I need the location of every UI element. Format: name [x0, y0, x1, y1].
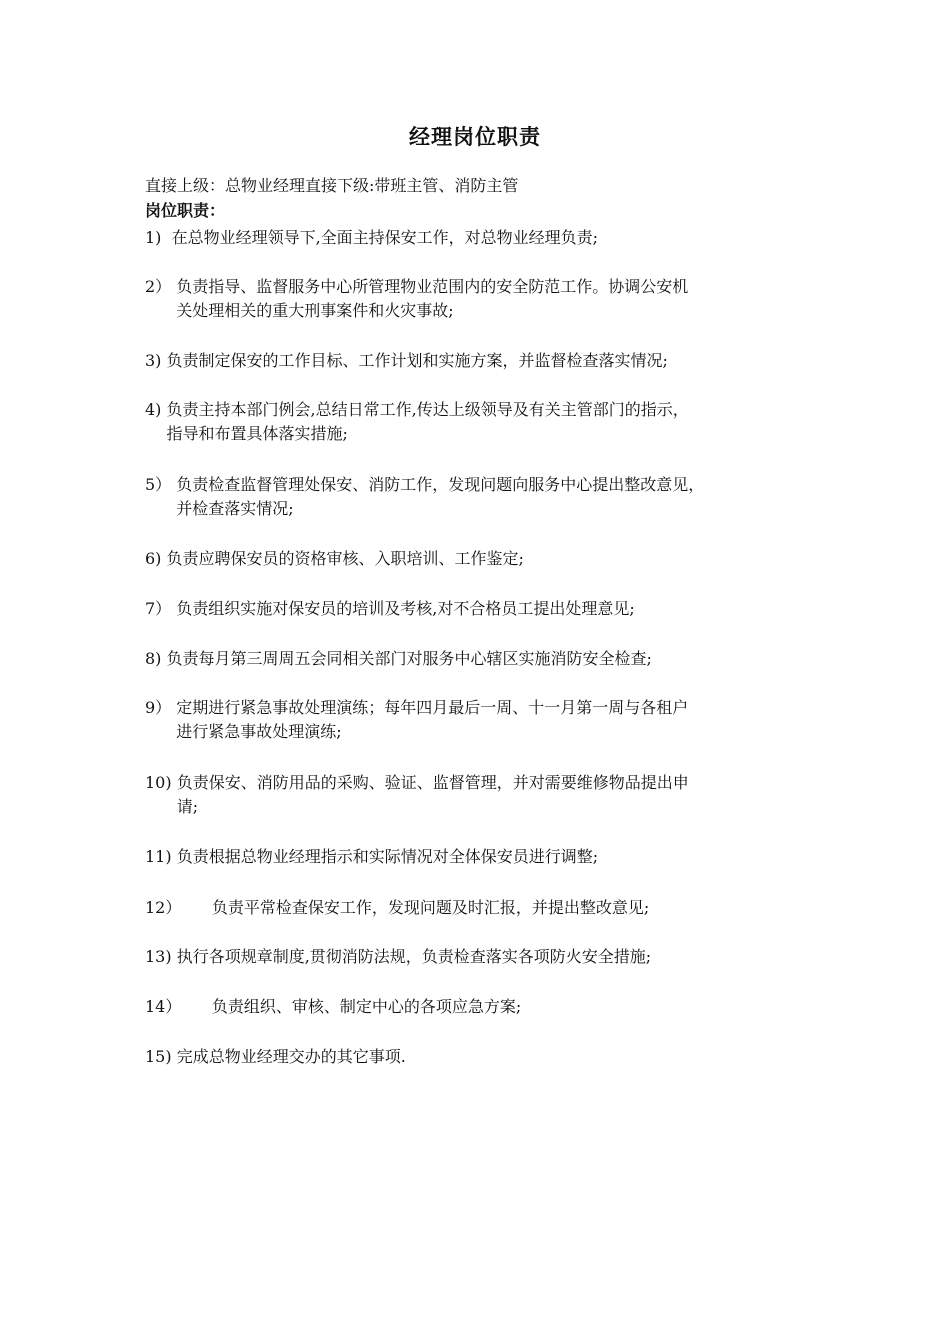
duty-number: 15): [145, 1047, 177, 1066]
duty-item-4: [145, 398, 825, 446]
duty-line: 进行紧急事故处理演练;: [176, 722, 342, 741]
duty-number: 2）: [145, 277, 177, 296]
duty-number: 1): [145, 228, 172, 247]
duty-number: 3): [145, 351, 167, 370]
duty-line: 负责根据总物业经理指示和实际情况对全体保安员进行调整;: [176, 847, 599, 866]
duty-line: 指导和布置具体落实措施;: [166, 424, 348, 443]
duty-item-8: [145, 647, 825, 671]
duty-text: [177, 945, 651, 969]
duty-item-7: [145, 597, 825, 621]
duty-number: 9）: [145, 698, 177, 717]
duty-number: 12）: [145, 898, 212, 917]
duty-line: 负责主持本部门例会,总结日常工作,传达上级领导及有关主管部门的指示，: [166, 400, 689, 419]
duty-text: [176, 473, 704, 521]
duty-line: 完成总物业经理交办的其它事项.: [176, 1047, 406, 1066]
duty-text: [167, 398, 689, 446]
duty-text: [172, 226, 598, 250]
duty-text: [176, 696, 688, 744]
duty-item-6: [145, 547, 825, 571]
duty-line: 负责组织、审核、制定中心的各项应急方案;: [211, 997, 522, 1016]
duty-number: 11): [145, 847, 177, 866]
duty-line: 执行各项规章制度,贯彻消防法规，负责检查落实各项防火安全措施;: [176, 947, 652, 966]
duty-number: 10): [145, 773, 177, 792]
duty-line: 定期进行紧急事故处理演练；每年四月最后一周、十一月第一周与各租户: [176, 698, 689, 717]
duty-line: 请;: [176, 797, 199, 816]
duty-text: [167, 547, 524, 571]
duty-text: [176, 597, 634, 621]
duty-item-12: [145, 896, 825, 920]
duty-text: [212, 896, 649, 920]
duty-item-1: [145, 226, 825, 250]
duty-item-5: [145, 473, 825, 521]
duty-item-10: [145, 771, 825, 819]
duty-item-9: [145, 696, 825, 744]
duty-line: 负责指导、监督服务中心所管理物业范围内的安全防范工作。协调公安机: [176, 277, 689, 296]
duty-line: 负责应聘保安员的资格审核、入职培训、工作鉴定;: [166, 549, 524, 568]
duty-text: [176, 275, 688, 323]
duty-number: 8): [145, 649, 167, 668]
duty-line: 负责组织实施对保安员的培训及考核,对不合格员工提出处理意见;: [176, 599, 635, 618]
duty-item-11: [145, 845, 825, 869]
duty-item-15: [145, 1045, 825, 1069]
duty-number: 7）: [145, 599, 177, 618]
duty-item-14: [145, 995, 825, 1019]
duty-number: 14）: [145, 997, 212, 1016]
duty-line: 并检查落实情况;: [176, 499, 294, 518]
duty-line: 负责检查监督管理处保安、消防工作，发现问题向服务中心提出整改意见，: [176, 475, 705, 494]
duty-text: [177, 845, 598, 869]
duty-line: 负责每月第三周周五会同相关部门对服务中心辖区实施消防安全检查;: [166, 649, 652, 668]
duty-text: [177, 771, 689, 819]
page-title: 经理岗位职责: [409, 125, 541, 149]
duty-line: 负责制定保安的工作目标、工作计划和实施方案，并监督检查落实情况;: [166, 351, 668, 370]
duty-line: 关处理相关的重大刑事案件和火灾事故;: [176, 301, 454, 320]
duty-number: 5）: [145, 475, 177, 494]
duty-number: 4): [145, 400, 167, 419]
duty-text: [167, 349, 668, 373]
duty-text: [212, 995, 521, 1019]
duty-item-13: [145, 945, 825, 969]
duty-item-2: [145, 275, 825, 323]
duty-item-3: [145, 349, 825, 373]
duty-line: 负责平常检查保安工作，发现问题及时汇报，并提出整改意见;: [211, 898, 650, 917]
duty-text: [177, 1045, 406, 1069]
duty-line: 负责保安、消防用品的采购、验证、监督管理，并对需要维修物品提出申: [176, 773, 689, 792]
duty-line: 在总物业经理领导下,全面主持保安工作，对总物业经理负责;: [171, 228, 599, 247]
duty-text: [167, 647, 652, 671]
reporting-line: 直接上级：总物业经理直接下级:带班主管、消防主管: [145, 176, 519, 195]
duty-number: 6): [145, 549, 167, 568]
duty-number: 13): [145, 947, 177, 966]
section-label-duties: 岗位职责：: [145, 201, 226, 220]
